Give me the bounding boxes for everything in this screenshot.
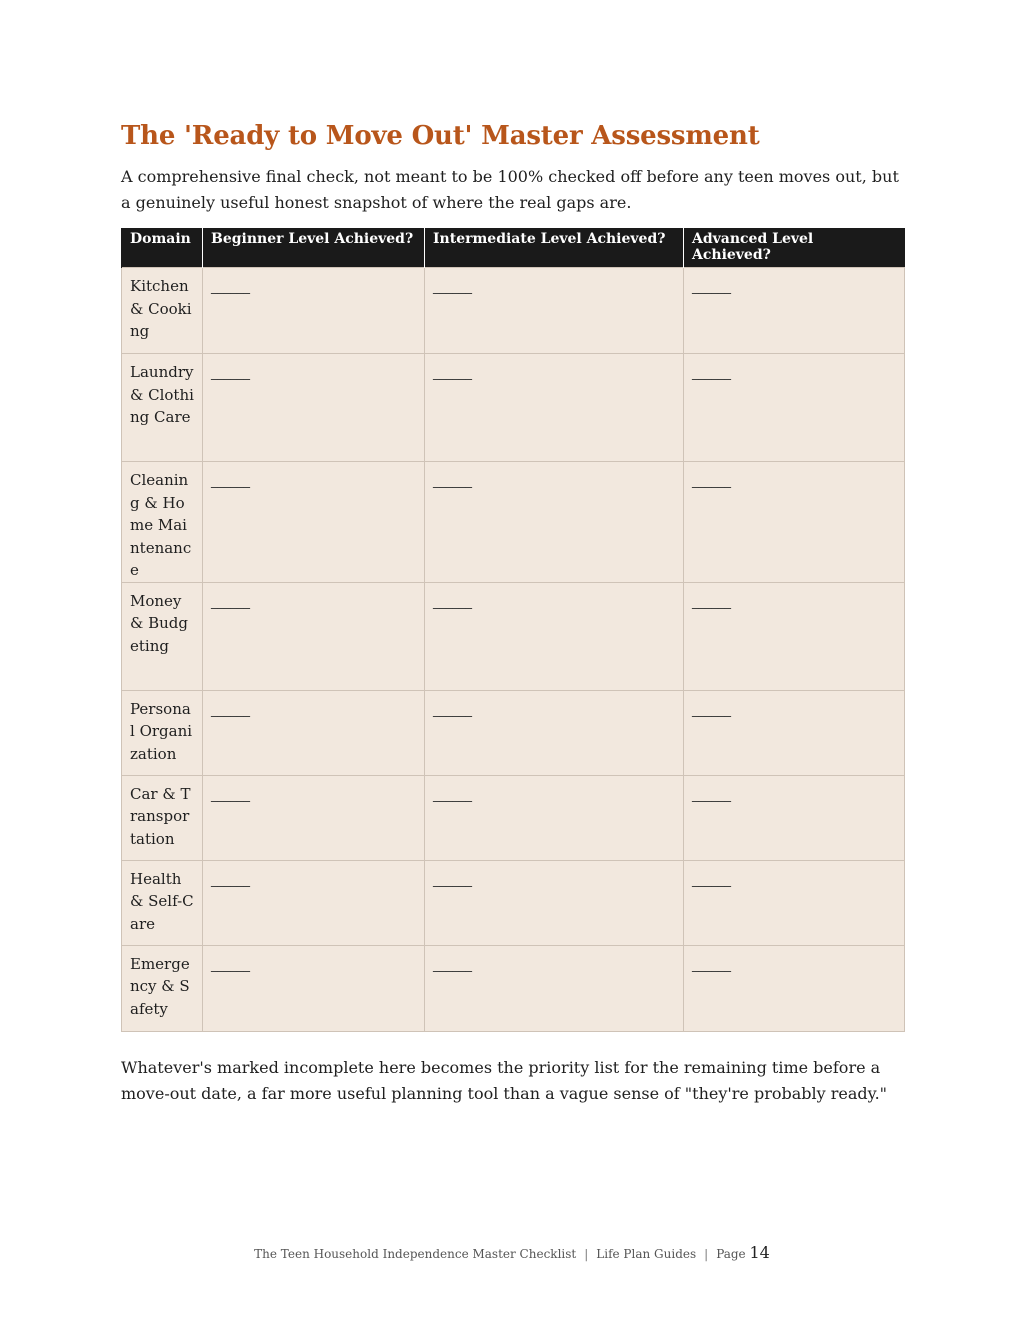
intermediate-blank-line: ______ [433, 594, 472, 610]
footer-page-label: Page [716, 1247, 746, 1261]
beginner-blank-line: ______ [211, 702, 250, 718]
intermediate-cell[interactable] [425, 860, 684, 945]
beginner-blank-line: ______ [211, 594, 250, 610]
domain-cell: Kitchen & Cooking [122, 268, 203, 354]
page-footer: The Teen Household Independence Master Checklist | Life Plan Guides | Page 14 [254, 1243, 770, 1262]
table-row [122, 690, 905, 775]
footer-page-number: 14 [749, 1243, 770, 1262]
intermediate-cell[interactable] [425, 945, 684, 1031]
table-body [122, 268, 905, 1032]
domain-cell: Cleaning & Home Maintenance [122, 462, 203, 583]
domain-cell: Emergency & Safety [122, 945, 203, 1031]
closing-paragraph: Whatever's marked incomplete here becomes the priority list for the remaining time before a move-out date, a far more useful planning tool than a vague sense of "they're probably ready." [121, 1058, 888, 1103]
domain-cell: Laundry & Clothing Care [122, 354, 203, 462]
table-row [122, 860, 905, 945]
table-header-row [122, 228, 905, 268]
header-beginner: Beginner Level Achieved? [203, 228, 425, 268]
advanced-cell[interactable] [684, 354, 905, 462]
beginner-cell[interactable] [203, 462, 425, 583]
intermediate-blank-line: ______ [433, 957, 472, 973]
advanced-blank-line: ______ [692, 872, 731, 888]
advanced-blank-line: ______ [692, 280, 731, 295]
beginner-cell[interactable] [203, 268, 425, 354]
advanced-blank-line: ______ [692, 366, 731, 381]
advanced-cell[interactable] [684, 775, 905, 860]
advanced-cell[interactable] [684, 945, 905, 1031]
intermediate-cell[interactable] [425, 268, 684, 354]
advanced-cell[interactable] [684, 860, 905, 945]
beginner-blank-line: ______ [211, 787, 250, 803]
page-content [121, 118, 904, 1032]
intro-paragraph: A comprehensive final check, not meant to be 100% checked off before any teen moves out, but a genuinely useful honest snapshot of where the real gaps are. [121, 167, 899, 212]
beginner-blank-line: ______ [211, 872, 250, 888]
intermediate-cell[interactable] [425, 462, 684, 583]
beginner-blank-line: ______ [211, 957, 250, 973]
header-domain: Domain [122, 228, 203, 268]
beginner-cell[interactable] [203, 582, 425, 690]
intermediate-cell[interactable] [425, 775, 684, 860]
advanced-cell[interactable] [684, 582, 905, 690]
beginner-cell[interactable] [203, 775, 425, 860]
domain-cell: Personal Organization [122, 690, 203, 775]
intermediate-cell[interactable] [425, 690, 684, 775]
intermediate-cell[interactable] [425, 354, 684, 462]
intermediate-blank-line: ______ [433, 787, 472, 803]
beginner-cell[interactable] [203, 354, 425, 462]
table-row [122, 354, 905, 462]
beginner-cell[interactable] [203, 690, 425, 775]
beginner-cell[interactable] [203, 945, 425, 1031]
table-row [122, 582, 905, 690]
advanced-cell[interactable] [684, 690, 905, 775]
advanced-blank-line: ______ [692, 702, 731, 718]
advanced-blank-line: ______ [692, 594, 731, 610]
intermediate-blank-line: ______ [433, 702, 472, 718]
domain-cell: Car & Transportation [122, 775, 203, 860]
table-row [122, 268, 905, 354]
intermediate-blank-line: ______ [433, 474, 472, 489]
page-title: The 'Ready to Move Out' Master Assessment [121, 121, 760, 151]
table-row [122, 775, 905, 860]
advanced-cell[interactable] [684, 462, 905, 583]
beginner-blank-line: ______ [211, 280, 250, 295]
domain-cell: Health & Self-Care [122, 860, 203, 945]
advanced-blank-line: ______ [692, 474, 731, 489]
intermediate-blank-line: ______ [433, 280, 472, 295]
domain-cell: Money & Budgeting [122, 582, 203, 690]
beginner-cell[interactable] [203, 860, 425, 945]
footer-brand: Life Plan Guides [596, 1247, 697, 1261]
advanced-blank-line: ______ [692, 957, 731, 973]
intermediate-blank-line: ______ [433, 366, 472, 381]
header-intermediate: Intermediate Level Achieved? [425, 228, 684, 268]
table-row [122, 462, 905, 583]
table-row [122, 945, 905, 1031]
beginner-blank-line: ______ [211, 366, 250, 381]
beginner-blank-line: ______ [211, 474, 250, 489]
intermediate-blank-line: ______ [433, 872, 472, 888]
intermediate-cell[interactable] [425, 582, 684, 690]
advanced-blank-line: ______ [692, 787, 731, 803]
footer-title: The Teen Household Independence Master Checklist [254, 1247, 577, 1261]
advanced-cell[interactable] [684, 268, 905, 354]
assessment-table [121, 228, 905, 1032]
header-advanced: Advanced Level Achieved? [684, 228, 905, 268]
